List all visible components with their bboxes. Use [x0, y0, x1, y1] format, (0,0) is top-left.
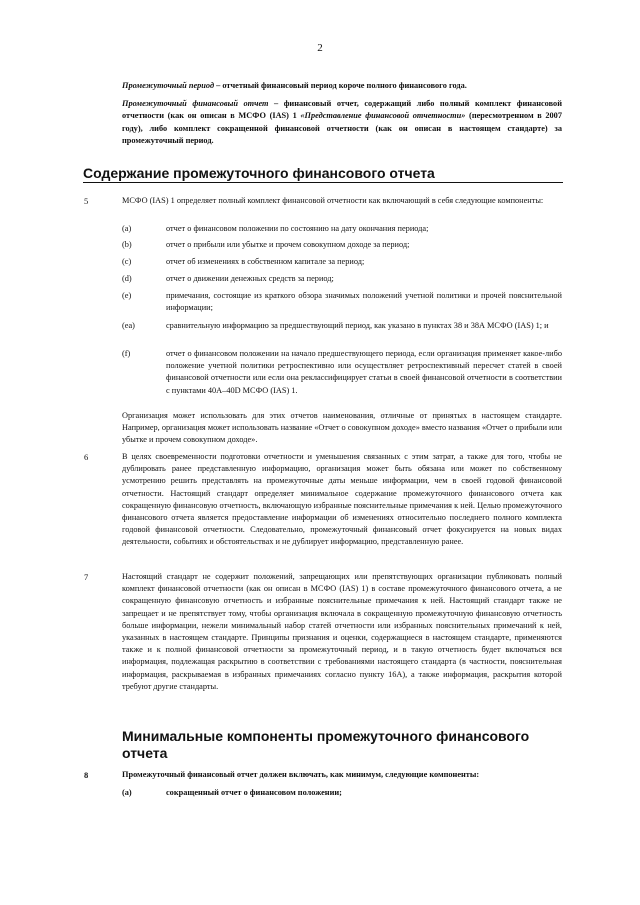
heading-divider	[83, 182, 563, 183]
list-item-label: (b)	[122, 240, 132, 249]
list-item	[122, 320, 562, 332]
definition-term: Промежуточный период	[122, 81, 215, 90]
list-item-text: отчет о финансовом положении по состоянию на дату окончания периода;	[166, 224, 429, 233]
paragraph-number-8: 8	[84, 770, 89, 780]
list-item	[122, 273, 562, 285]
paragraph-6: В целях своевременности подготовки отчетности и уменьшения связанных с этим затрат, а также для того, чтобы не дублировать ранее представленную информацию, организация может быть обязана или может по собственному усмотрению решить представлять на промежуточные даты меньше информации, чем в своей годовой финансовой отчетности. Настоящий стандарт определяет минимальное содержание промежуточного финансового отчета как сокращенную финансовую отчетность, включающую избранные пояснительные примечания к ней. Целью промежуточного финансового отчета является предоставление информации об изменениях относительно последнего полного комплекта годовой финансовой отчетности. Следовательно, промежуточный финансовый отчет фокусируется на новых видах деятельности, событиях и обстоятельствах и не дублирует информацию, представленную ранее.	[122, 452, 562, 547]
list-item-text: сравнительную информацию за предшествующий период, как указано в пунктах 38 и 38А МСФО (IAS) 1; и	[166, 321, 549, 330]
definition-interim-period	[122, 80, 562, 92]
list-item-label: (d)	[122, 274, 132, 283]
list-item-text: примечания, состоящие из краткого обзора значимых положений учетной политики и прочей пояснительной информации;	[166, 291, 562, 313]
list-item	[122, 787, 562, 799]
list-item-text: отчет о движении денежных средств за период;	[166, 274, 334, 283]
list-item-text: сокращенный отчет о финансовом положении;	[166, 788, 342, 797]
definition-text: – финансовый отчет, содержащий либо полный комплект финансовой отчетности (как он описан в МСФО (IAS) 1	[122, 99, 562, 121]
list-item	[122, 348, 562, 397]
list-item	[122, 290, 562, 314]
paragraph-5-closing: Организация может использовать для этих отчетов наименования, отличные от принятых в настоящем стандарте. Например, организация может использовать название «Отчет о совокупном доходе» вместо названия «Отчет о прибыли или убытке и прочем совокупном доходе».	[122, 411, 562, 445]
definition-term: Промежуточный финансовый отчет	[122, 99, 269, 108]
definition-italic-title: «Представление финансовой отчетности»	[300, 111, 466, 121]
paragraph-8: Промежуточный финансовый отчет должен включать, как минимум, следующие компоненты:	[122, 770, 480, 779]
page-number: 2	[317, 42, 323, 54]
list-item-text: отчет о финансовом положении на начало предшествующего периода, если организация применяет какое-либо положение учетной политики ретроспективно или осуществляет ретроспективный пересчет статей в своей финансовой отчетности или если она реклассифицирует статьи в своей финансовой отчетности в соответствии с пунктами 40А–40D МСФО (IAS) 1.	[166, 349, 562, 395]
paragraph-7: Настоящий стандарт не содержит положений, запрещающих или препятствующих организации публиковать полный комплект финансовой отчетности (как он описан в МСФО (IAS) 1) в составе промежуточного финансового отчета, а не сокращенную финансовую отчетность и избранные пояснительные примечания к ней. Настоящий стандарт также не запрещает и не препятствует тому, чтобы организация включала в сокращенную промежуточную финансовую отчетность больше информации, нежели минимальный набор статей отчетности или избранных пояснительных примечаний к ней, указанных в настоящем стандарте. Принципы признания и оценки, содержащиеся в настоящем стандарте, применяются также и к полной финансовой отчетности за промежуточный период, и в такую отчетность будет включаться вся информация, подлежащая раскрытию в соответствии с требованиями настоящего стандарта (в частности, пояснительная информация, раскрываемая в избранных примечаниях согласно пункту 16А), а также информация, раскрытия которой требуют другие стандарты.	[122, 572, 562, 691]
paragraph-number-6: 6	[84, 452, 89, 462]
section-heading-minimum: Минимальные компоненты промежуточного финансового отчета	[122, 728, 530, 761]
paragraph-number-5: 5	[84, 196, 89, 206]
list-item-label: (a)	[122, 788, 132, 797]
list-item-label: (f)	[122, 349, 131, 358]
list-item-label: (a)	[122, 224, 132, 233]
definition-text-end: (пересмотренном в 2007 году), либо комплект сокращенной финансовой отчетности (как он описан в настоящем стандарте) за промежуточный период.	[122, 111, 562, 146]
list-item-label: (ea)	[122, 321, 135, 330]
list-item-label: (c)	[122, 257, 132, 266]
definition-text: – отчетный финансовый период короче полного финансового года.	[214, 81, 467, 90]
list-item-label: (e)	[122, 291, 132, 300]
list-item	[122, 239, 562, 251]
paragraph-number-7: 7	[84, 572, 89, 582]
list-item	[122, 256, 562, 268]
paragraph-5-intro: МСФО (IAS) 1 определяет полный комплект финансовой отчетности как включающий в себя следующие компоненты:	[122, 196, 544, 205]
list-item-text: отчет об изменениях в собственном капитале за период;	[166, 257, 365, 266]
definition-interim-report	[122, 98, 562, 148]
list-item-text: отчет о прибыли или убытке и прочем совокупном доходе за период;	[166, 240, 410, 249]
list-item	[122, 223, 562, 235]
section-heading-content: Содержание промежуточного финансового отчета	[83, 165, 435, 181]
